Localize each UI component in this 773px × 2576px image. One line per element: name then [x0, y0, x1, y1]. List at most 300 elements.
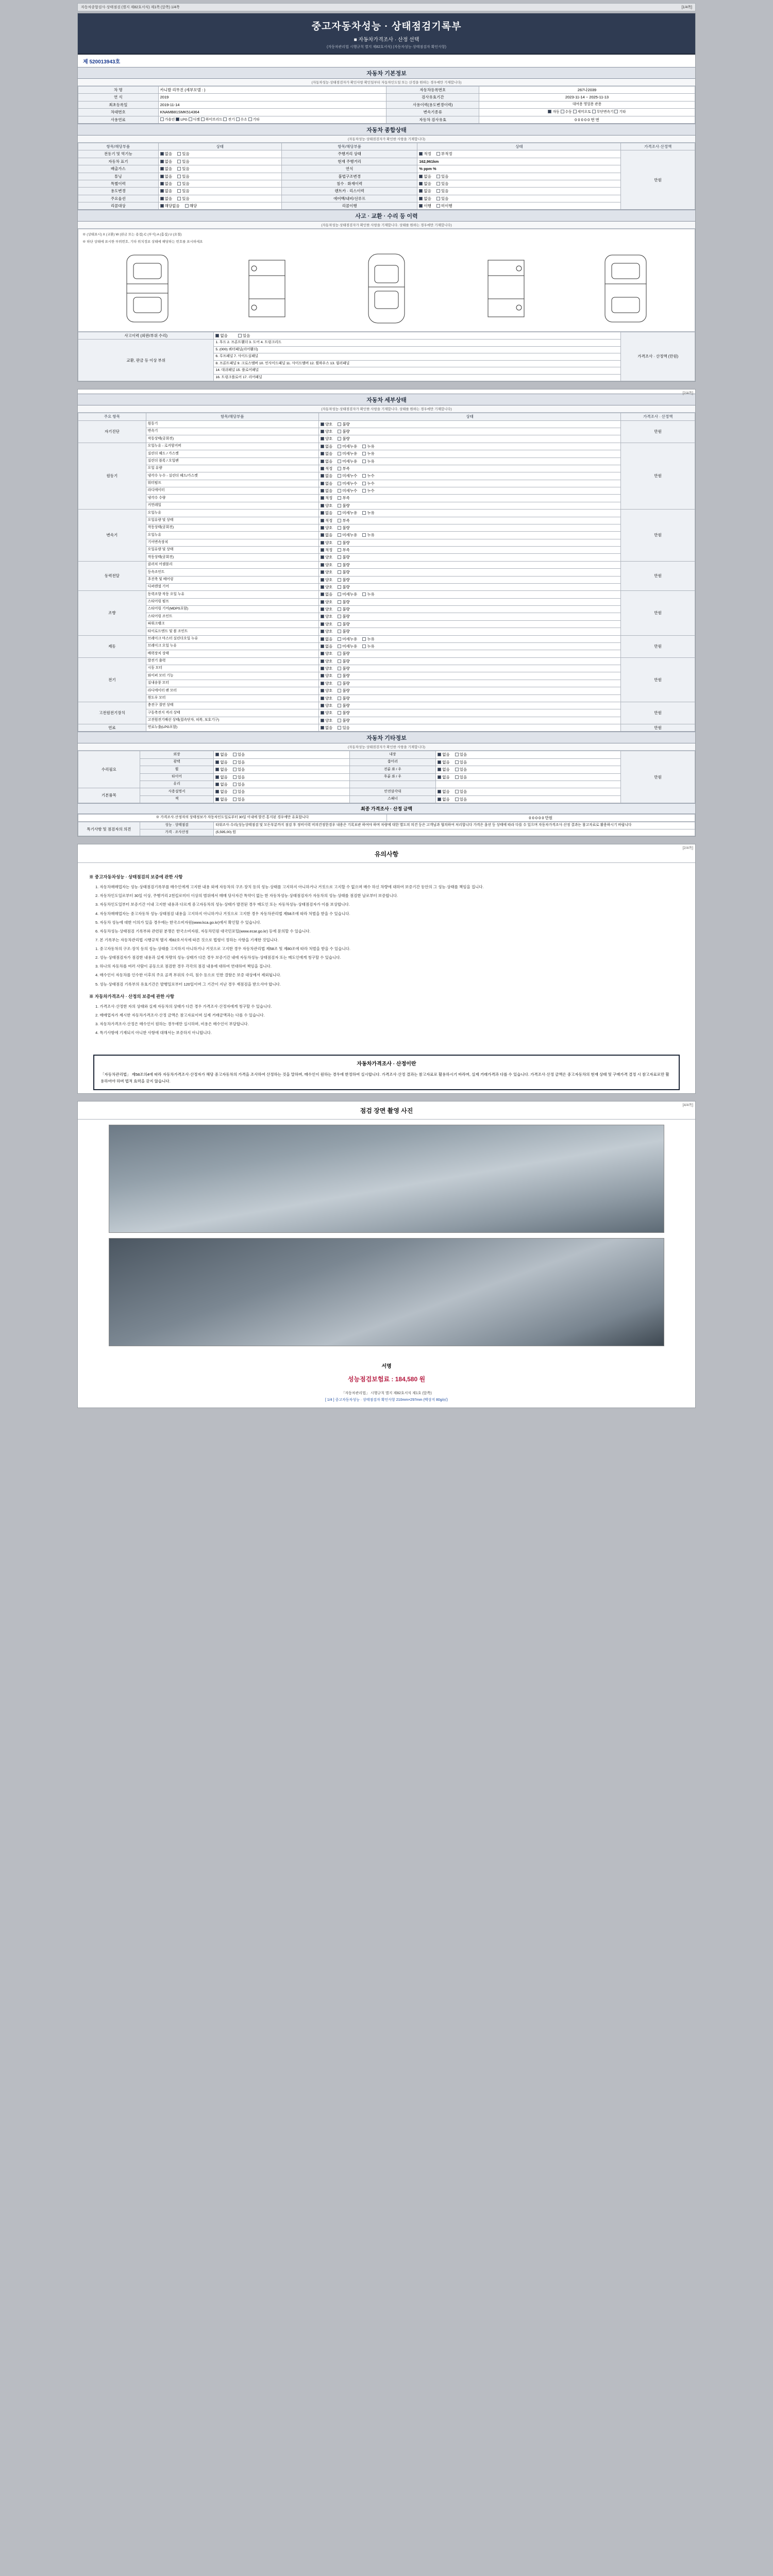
table-row: [78, 487, 695, 495]
checkbox-detail-1-2-2[interactable]: [362, 460, 366, 463]
checkbox-overall-4-0[interactable]: [160, 182, 164, 185]
detail-price-col: 만원: [621, 443, 695, 509]
checkbox-detail-5-2-0[interactable]: [321, 652, 324, 655]
checkbox-detail-6-0-0[interactable]: [321, 659, 324, 663]
detail-item-options: 양호 불량: [318, 606, 621, 613]
overall-row-right-options: [417, 165, 621, 173]
checkbox-detail-3-1-0[interactable]: [321, 570, 324, 574]
detail-item-options: 양호 불량: [318, 620, 621, 628]
notice-paragraph: 4. 자동차매매업자는 중고자동차 성능·상태점검 내용을 고지하지 아니하거나 거짓으로 고지한 경우 자동차관리법 제58조에 따라 처벌을 받을 수 있습니다.: [95, 911, 350, 916]
checkbox-detail-1-1-2[interactable]: [362, 452, 366, 455]
checkbox-overall-r-7-0[interactable]: [419, 204, 423, 208]
table-row: [78, 517, 695, 524]
overall-state-table: [78, 143, 695, 210]
checkbox-etc-r-1-1[interactable]: [455, 760, 459, 764]
section-etc-sub: (자동차성능·상태점검자가 확인한 사항을 기재합니다): [78, 743, 695, 751]
table-row: [78, 829, 695, 836]
checkbox-detail-4-4-1[interactable]: [338, 622, 341, 626]
row-value: 267나2039: [479, 87, 695, 94]
checkbox-detail-2-6-0[interactable]: [321, 555, 324, 559]
checkbox-overall-6-0[interactable]: [160, 197, 164, 200]
detail-item-options: 양호 불량: [318, 569, 621, 576]
row-value: 2023-11-14 ~ 2025-11-13: [479, 94, 695, 101]
table-row: [78, 465, 695, 472]
checkbox-overall-r-3-1[interactable]: [436, 175, 440, 178]
checkbox-auto[interactable]: [548, 110, 551, 113]
detail-state-table: [78, 413, 695, 732]
checkbox-detail-4-0-0[interactable]: [321, 592, 324, 596]
checkbox-detail-5-0-0[interactable]: [321, 637, 324, 641]
checkbox-detail-1-5-2[interactable]: [362, 482, 366, 485]
checkbox-etc-r-3-1[interactable]: [455, 775, 459, 779]
checkbox-detail-2-4-0[interactable]: [321, 541, 324, 545]
checkbox-detail-4-0-2[interactable]: [362, 592, 366, 596]
notice-paragraph: 3. 자동차인도일부터 보증기간 이내 고지한 내용과 다르게 중고자동차의 성능·상태가 발견된 경우 매도인 또는 자동차성능·상태점검자가 이를 보상합니다.: [95, 902, 350, 907]
checkbox-etc-5-1[interactable]: [233, 790, 237, 793]
checkbox-detail-2-3-1[interactable]: [338, 533, 341, 537]
car-left-side-diagram: [239, 250, 295, 327]
overall-row-label: 튜닝: [78, 173, 159, 180]
checkbox-detail-4-0-1[interactable]: [338, 592, 341, 596]
etc-item-options-2: 없음 있음: [436, 773, 621, 781]
checkbox-detail-1-2-1[interactable]: [338, 460, 341, 463]
detail-item-options: 양호 불량: [318, 435, 621, 443]
detail-item-label: 오일유량 및 상태: [146, 517, 318, 524]
row-label: 자동차등록번호: [386, 87, 479, 94]
checkbox-detail-4-2-1[interactable]: [338, 607, 341, 611]
checkbox-detail-2-1-0[interactable]: [321, 519, 324, 522]
table-row: [78, 87, 695, 94]
etc-item-options-2: 없음 있음: [436, 751, 621, 758]
checkbox-detail-1-5-0[interactable]: [321, 482, 324, 485]
detail-item-label: 오일누유 - 로커암커버: [146, 443, 318, 450]
etc-item-options: 없음 있음: [214, 795, 349, 803]
detail-group-label: 변속기: [78, 510, 146, 562]
checkbox-detail-6-5-1[interactable]: [338, 697, 341, 700]
checkbox-detail-3-3-0[interactable]: [321, 585, 324, 589]
checkbox-hydrogen[interactable]: [236, 117, 240, 121]
etc-item-label: 사용설명서: [140, 788, 214, 795]
notice-paragraph: 1. 중고자동차의 구조·장치 등의 성능·상태를 고지하지 아니하거나 거짓으로 고지한 경우 자동차관리법 제58조 및 제80조에 따라 처벌을 받을 수 있습니다.: [95, 946, 350, 952]
checkbox-detail-8-0-0[interactable]: [321, 726, 324, 730]
checkbox-detail-7-2-0[interactable]: [321, 719, 324, 722]
checkbox-detail-0-1-1[interactable]: [338, 430, 341, 433]
checkbox-etc-r-0-1[interactable]: [455, 753, 459, 756]
checkbox-detail-2-3-0[interactable]: [321, 533, 324, 537]
checkbox-detail-5-2-1[interactable]: [338, 652, 341, 655]
checkbox-detail-2-0-2[interactable]: [362, 511, 366, 515]
table-row: [78, 561, 695, 568]
overall-row-right-label: 불법구조변경: [282, 173, 417, 180]
checkbox-detail-1-7-0[interactable]: [321, 496, 324, 500]
checkbox-etc-r-5-0[interactable]: [438, 790, 441, 793]
checkbox-manual[interactable]: [561, 110, 564, 113]
checkbox-detail-0-1-0[interactable]: [321, 430, 324, 433]
checkbox-detail-1-6-2[interactable]: [362, 489, 366, 493]
checkbox-detail-4-3-0[interactable]: [321, 615, 324, 618]
etc-item-options: 없음 있음: [214, 781, 349, 788]
checkbox-overall-6-1[interactable]: [177, 197, 181, 200]
checkbox-overall-r-0-1[interactable]: [436, 152, 440, 156]
table-row: [78, 815, 695, 822]
checkbox-etc[interactable]: [614, 110, 618, 113]
checkbox-overall-7-0[interactable]: [160, 204, 164, 208]
checkbox-detail-6-4-1[interactable]: [338, 689, 341, 692]
checkbox-overall-0-0[interactable]: [160, 152, 164, 156]
detail-price-col: 만원: [621, 591, 695, 635]
checkbox-detail-2-5-0[interactable]: [321, 548, 324, 552]
overall-row-options: 없음 있음: [158, 195, 281, 202]
checkbox-detail-1-0-1[interactable]: [338, 445, 341, 448]
table-row: [78, 606, 695, 613]
checkbox-overall-r-5-1[interactable]: [436, 189, 440, 193]
frame-row-value: 8. 프론트패널 9. 크로스멤버 10. 인사이드패널 11. 사이드멤버 12. 휠하우스 13. 필러패널: [214, 360, 621, 367]
checkbox-overall-3-1[interactable]: [177, 175, 181, 178]
checkbox-detail-1-8-1[interactable]: [338, 504, 341, 507]
checkbox-overall-7-1[interactable]: [185, 204, 189, 208]
table-row: [78, 781, 695, 788]
checkbox-detail-6-3-1[interactable]: [338, 682, 341, 685]
table-row: [78, 766, 695, 773]
checkbox-detail-1-5-1[interactable]: [338, 482, 341, 485]
overall-row-options: 없음 있음: [158, 188, 281, 195]
table-row: [78, 428, 695, 435]
checkbox-detail-3-2-0[interactable]: [321, 578, 324, 582]
table-row: [78, 680, 695, 687]
total-price-table: [78, 814, 695, 822]
checkbox-detail-5-0-2[interactable]: [362, 637, 366, 641]
checkbox-overall-1-1[interactable]: [177, 160, 181, 163]
row-value: 0 0 0 0 0 번 번: [479, 116, 695, 123]
detail-item-label: 라디에이터: [146, 487, 318, 495]
checkbox-detail-6-2-0[interactable]: [321, 674, 324, 677]
checkbox-cvt[interactable]: [592, 110, 596, 113]
checkbox-detail-6-1-1[interactable]: [338, 667, 341, 670]
table-row: [78, 613, 695, 620]
checkbox-etc-0-1[interactable]: [233, 753, 237, 756]
checkbox-overall-2-1[interactable]: [177, 167, 181, 171]
car-front-diagram: [109, 250, 186, 327]
checkbox-detail-6-4-0[interactable]: [321, 689, 324, 692]
detail-item-label: 오일 유량: [146, 465, 318, 472]
overall-row-right-options: 적정 부적정: [417, 150, 621, 158]
detail-item-options: 양호 불량: [318, 717, 621, 724]
checkbox-detail-0-2-0[interactable]: [321, 437, 324, 440]
checkbox-detail-4-3-1[interactable]: [338, 615, 341, 618]
checkbox-detail-3-1-1[interactable]: [338, 570, 341, 574]
checkbox-detail-3-0-0[interactable]: [321, 563, 324, 567]
definition-box: [93, 1055, 680, 1090]
detail-item-options: 양호 불량: [318, 702, 621, 709]
section-accident-sub: (자동차성능·상태점검자가 확인한 사항을 기재합니다. 상태를 원하는 경우에만 기재합니다): [78, 222, 695, 229]
detail-item-label: 와이퍼 모터 기능: [146, 672, 318, 680]
overall-price-col: 만원: [621, 150, 695, 210]
insurance-item: 4. 특기사항에 기재되지 아니한 사항에 대해서는 보증하지 아니합니다.: [95, 1030, 212, 1035]
checkbox-detail-5-1-1[interactable]: [338, 645, 341, 648]
table-row: [78, 717, 695, 724]
checkbox-overall-5-1[interactable]: [177, 189, 181, 193]
table-header-row: [78, 413, 695, 420]
checkbox-overall-r-4-1[interactable]: [436, 182, 440, 185]
detail-group-label: 연료: [78, 724, 146, 732]
row-label: 연 식: [78, 94, 159, 101]
etc-item-options-2: [436, 781, 621, 788]
overall-row-right-options: 없음 있음: [417, 173, 621, 180]
checkbox-etc-6-1[interactable]: [233, 798, 237, 801]
checkbox-overall-r-7-1[interactable]: [436, 204, 440, 208]
checkbox-detail-1-1-0[interactable]: [321, 452, 324, 455]
checkbox-overall-r-3-0[interactable]: [419, 175, 423, 178]
checkbox-detail-1-0-2[interactable]: [362, 445, 366, 448]
notice-paragraph: 7. 본 기록부는 자동차관리법 시행규칙 별지 제82호서식에 따른 것으로 법령이 정하는 사항을 기재한 것입니다.: [95, 937, 279, 942]
checkbox-detail-2-0-1[interactable]: [338, 511, 341, 515]
detail-item-options: 양호 불량: [318, 687, 621, 694]
detail-item-options: 양호 불량: [318, 539, 621, 546]
damage-diagram-area: [78, 229, 695, 332]
checkbox-etc-4-0[interactable]: [215, 783, 219, 786]
detail-item-label: 커먼레일: [146, 502, 318, 509]
table-row: [78, 650, 695, 657]
checkbox-etc-3-1[interactable]: [233, 775, 237, 779]
car-top-diagram: [348, 250, 425, 327]
checkbox-detail-2-0-0[interactable]: [321, 511, 324, 515]
table-header-row: [78, 143, 695, 150]
etc-item-options-2: 없음 있음: [436, 795, 621, 803]
checkbox-detail-6-1-0[interactable]: [321, 667, 324, 670]
checkbox-detail-2-5-1[interactable]: [338, 548, 341, 552]
checkbox-detail-5-1-0[interactable]: [321, 645, 324, 648]
detail-item-options: 없음 미세누수 누수: [318, 472, 621, 480]
checkbox-overall-r-6-0[interactable]: [419, 197, 423, 200]
table-row: [78, 751, 695, 758]
checkbox-etc-2-1[interactable]: [233, 768, 237, 771]
detail-item-options: 양호 불량: [318, 598, 621, 605]
detail-item-label: 타이로드엔드 및 볼 조인트: [146, 628, 318, 635]
checkbox-gasoline[interactable]: [160, 117, 164, 121]
row-value: 2019-11-14: [158, 101, 386, 108]
table-row: [78, 94, 695, 101]
checkbox-overall-r-5-0[interactable]: [419, 189, 423, 193]
checkbox-overall-4-1[interactable]: [177, 182, 181, 185]
remarks-key: 가격 · 조사산정: [140, 829, 214, 836]
remarks-key: 성능 · 상태점검: [140, 822, 214, 829]
checkbox-detail-6-2-1[interactable]: [338, 674, 341, 677]
checkbox-detail-8-0-1[interactable]: [338, 726, 341, 730]
checkbox-detail-6-0-1[interactable]: [338, 659, 341, 663]
etc-item-label-2: 안전삼각대: [349, 788, 436, 795]
table-row: [78, 495, 695, 502]
checkbox-detail-3-3-1[interactable]: [338, 585, 341, 589]
checkbox-semi[interactable]: [573, 110, 577, 113]
overall-row-right-label: 연식: [282, 165, 417, 173]
checkbox-etc-0-0[interactable]: [215, 753, 219, 756]
checkbox-lpg[interactable]: [176, 117, 179, 121]
overall-row-options: 없음 있음: [158, 165, 281, 173]
checkbox-detail-4-1-1[interactable]: [338, 600, 341, 604]
table-row: [78, 332, 695, 339]
table-row: [78, 480, 695, 487]
checkbox-overall-1-0[interactable]: [160, 160, 164, 163]
checkbox-fuel-etc[interactable]: [248, 117, 252, 121]
checkbox-accident-yes[interactable]: [238, 334, 242, 337]
car-diagrams: [82, 247, 691, 328]
checkbox-detail-3-2-1[interactable]: [338, 578, 341, 582]
etc-item-label: 광택: [140, 758, 214, 766]
detail-item-options: 적정 부족: [318, 547, 621, 554]
checkbox-overall-r-4-0[interactable]: [419, 182, 423, 185]
checkbox-detail-1-1-1[interactable]: [338, 452, 341, 455]
checkbox-detail-2-6-1[interactable]: [338, 555, 341, 559]
frame-row-value: 14. 대쉬패널 15. 플로어패널: [214, 367, 621, 374]
frame-row-value: 16. 트렁크플로어 17. 리어패널: [214, 374, 621, 381]
section-total-title: 최종 가격조사 · 산정 금액: [78, 803, 695, 814]
section-detail-sub: (자동차성능·상태점검자가 확인한 사항을 기재합니다. 상태를 원하는 경우에만 기재합니다): [78, 405, 695, 413]
checkbox-detail-7-0-1[interactable]: [338, 704, 341, 707]
checkbox-detail-1-7-1[interactable]: [338, 496, 341, 500]
checkbox-detail-4-5-0[interactable]: [321, 630, 324, 633]
checkbox-diesel[interactable]: [189, 117, 192, 121]
checkbox-detail-4-2-0[interactable]: [321, 607, 324, 611]
overall-row-right-options: 이행 미이행: [417, 202, 621, 210]
checkbox-detail-3-0-1[interactable]: [338, 563, 341, 567]
checkbox-detail-7-0-0[interactable]: [321, 704, 324, 707]
checkbox-detail-1-2-0[interactable]: [321, 460, 324, 463]
checkbox-hybrid[interactable]: [201, 117, 205, 121]
checkbox-etc-r-1-0[interactable]: [438, 760, 441, 764]
checkbox-detail-7-1-0[interactable]: [321, 711, 324, 715]
row-label: 차대번호: [78, 109, 159, 116]
table-row: [78, 822, 695, 829]
detail-item-label: 스티어링 조인트: [146, 613, 318, 620]
table-row: [78, 591, 695, 598]
row-label: 차 명: [78, 87, 159, 94]
checkbox-etc-3-0[interactable]: [215, 775, 219, 779]
checkbox-etc-1-1[interactable]: [233, 760, 237, 764]
checkbox-detail-6-5-0[interactable]: [321, 697, 324, 700]
notice-paragraph: 2. 자동차인도일로부터 30일 이상, 주행거리 2천킬로미터 이상의 범위에서 매매 당사자간 특약이 없는 한 자동차성능·상태점검자가 자동차의 성능·상태를 점검한 날로부터 보증합니다.: [95, 893, 398, 899]
checkbox-detail-1-4-1[interactable]: [338, 474, 341, 478]
detail-item-options: 양호 불량: [318, 554, 621, 561]
checkbox-etc-1-0[interactable]: [215, 760, 219, 764]
checkbox-detail-0-0-0[interactable]: [321, 422, 324, 426]
checkbox-etc-2-0[interactable]: [215, 768, 219, 771]
inspection-fee: [78, 1372, 695, 1388]
remarks-label: 특기사항 및 점검자의 의견: [78, 822, 140, 836]
etc-item-options: 없음 있음: [214, 788, 349, 795]
checkbox-detail-7-2-1[interactable]: [338, 719, 341, 722]
checkbox-overall-r-6-1[interactable]: [436, 197, 440, 200]
checkbox-overall-5-0[interactable]: [160, 189, 164, 193]
checkbox-detail-1-4-2[interactable]: [362, 474, 366, 478]
checkbox-overall-r-0-0[interactable]: [419, 152, 423, 156]
checkbox-detail-2-3-2[interactable]: [362, 533, 366, 537]
checkbox-overall-2-0[interactable]: [160, 167, 164, 171]
section-etc-title: 자동차 기타정보: [78, 732, 695, 743]
overall-row-right-label: 침수 · 화재이력: [282, 180, 417, 187]
detail-price-col: 만원: [621, 420, 695, 443]
checkbox-etc-5-0[interactable]: [215, 790, 219, 793]
photo-section-title: 점검 장면 촬영 사진: [78, 1101, 695, 1120]
table-row: [78, 576, 695, 583]
detail-group-label: 조향: [78, 591, 146, 635]
table-row: [78, 642, 695, 650]
checkbox-detail-5-1-2[interactable]: [362, 645, 366, 648]
fee-label: 성능점검보험료 :: [347, 1375, 394, 1383]
sheet-basic-info: [77, 13, 696, 382]
checkbox-etc-r-6-0[interactable]: [438, 798, 441, 801]
detail-item-label: 실린더 블록 / 오일팬: [146, 457, 318, 465]
etc-item-label: 타이어: [140, 773, 214, 781]
checkbox-detail-2-4-1[interactable]: [338, 541, 341, 545]
insurance-item: 3. 자동차가격조사·산정은 매수인이 원하는 경우에만 실시하며, 비용은 매수인이 부담합니다.: [95, 1021, 249, 1026]
checkbox-overall-0-1[interactable]: [177, 152, 181, 156]
checkbox-detail-2-2-0[interactable]: [321, 526, 324, 530]
checkbox-detail-1-6-1[interactable]: [338, 489, 341, 493]
checkbox-detail-6-3-0[interactable]: [321, 682, 324, 685]
checkbox-accident-none[interactable]: [215, 334, 219, 337]
checkbox-detail-2-2-1[interactable]: [338, 526, 341, 530]
checkbox-detail-1-6-0[interactable]: [321, 489, 324, 493]
checkbox-etc-r-3-0[interactable]: [438, 775, 441, 779]
checkbox-etc-6-0[interactable]: [215, 798, 219, 801]
checkbox-detail-1-3-0[interactable]: [321, 467, 324, 470]
checkbox-etc-r-2-1[interactable]: [455, 768, 459, 771]
overall-row-label: 리콜대상: [78, 202, 159, 210]
topbar-right-text: [1/4쪽]: [681, 6, 692, 9]
checkbox-detail-4-4-0[interactable]: [321, 622, 324, 626]
overall-row-right-options: [417, 158, 621, 165]
etc-item-label-2: 내장: [349, 751, 436, 758]
row-value: 대여용 영업용 관용: [479, 101, 695, 108]
row-label: 검사유효기간: [386, 94, 479, 101]
checkbox-detail-7-1-1[interactable]: [338, 711, 341, 715]
checkbox-detail-1-3-1[interactable]: [338, 467, 341, 470]
checkbox-etc-r-2-0[interactable]: [438, 768, 441, 771]
etc-item-options-2: 없음 있음: [436, 766, 621, 773]
checkbox-etc-4-1[interactable]: [233, 783, 237, 786]
car-rear-diagram: [587, 250, 664, 327]
detail-item-label: 워터펌프: [146, 480, 318, 487]
checkbox-electric[interactable]: [223, 117, 227, 121]
checkbox-detail-1-8-0[interactable]: [321, 504, 324, 507]
footer-note-2: [ 1/4 ] 중고자동차성능 · 상태점검자 확인사항 210mm×297mm (백상지 80g/㎡): [325, 1398, 448, 1402]
checkbox-detail-1-0-0[interactable]: [321, 445, 324, 448]
checkbox-detail-0-2-1[interactable]: [338, 437, 341, 440]
footer-note-1: 「자동차관리법」 시행규칙 별지 제82호서식 제1호 (앞쪽): [341, 1391, 432, 1395]
checkbox-detail-5-0-1[interactable]: [338, 637, 341, 641]
table-row: [78, 554, 695, 561]
table-row: [78, 758, 695, 766]
col-head-3: 상태: [417, 143, 621, 150]
checkbox-etc-r-6-1[interactable]: [455, 798, 459, 801]
detail-item-label: 파워크랭크: [146, 620, 318, 628]
checkbox-etc-r-5-1[interactable]: [455, 790, 459, 793]
checkbox-detail-4-5-1[interactable]: [338, 630, 341, 633]
checkbox-detail-1-4-0[interactable]: [321, 474, 324, 478]
detail-item-options: 양호 불량: [318, 613, 621, 620]
table-row: [78, 116, 695, 123]
checkbox-detail-4-1-0[interactable]: [321, 600, 324, 604]
detail-item-label: 기어변속장치: [146, 539, 318, 546]
detail-item-label: 발전기 출력: [146, 657, 318, 665]
notice-paragraph: 2. 성능·상태점검자가 점검한 내용과 실제 차량의 성능·상태가 다른 경우 보증기간 내에 자동차성능·상태점검자 또는 매도인에게 청구할 수 있습니다.: [95, 955, 341, 960]
checkbox-etc-r-0-0[interactable]: [438, 753, 441, 756]
checkbox-detail-2-1-1[interactable]: [338, 519, 341, 522]
table-row: [78, 665, 695, 672]
checkbox-detail-0-0-1[interactable]: [338, 422, 341, 426]
table-row: [78, 188, 695, 195]
checkbox-overall-3-0[interactable]: [160, 175, 164, 178]
